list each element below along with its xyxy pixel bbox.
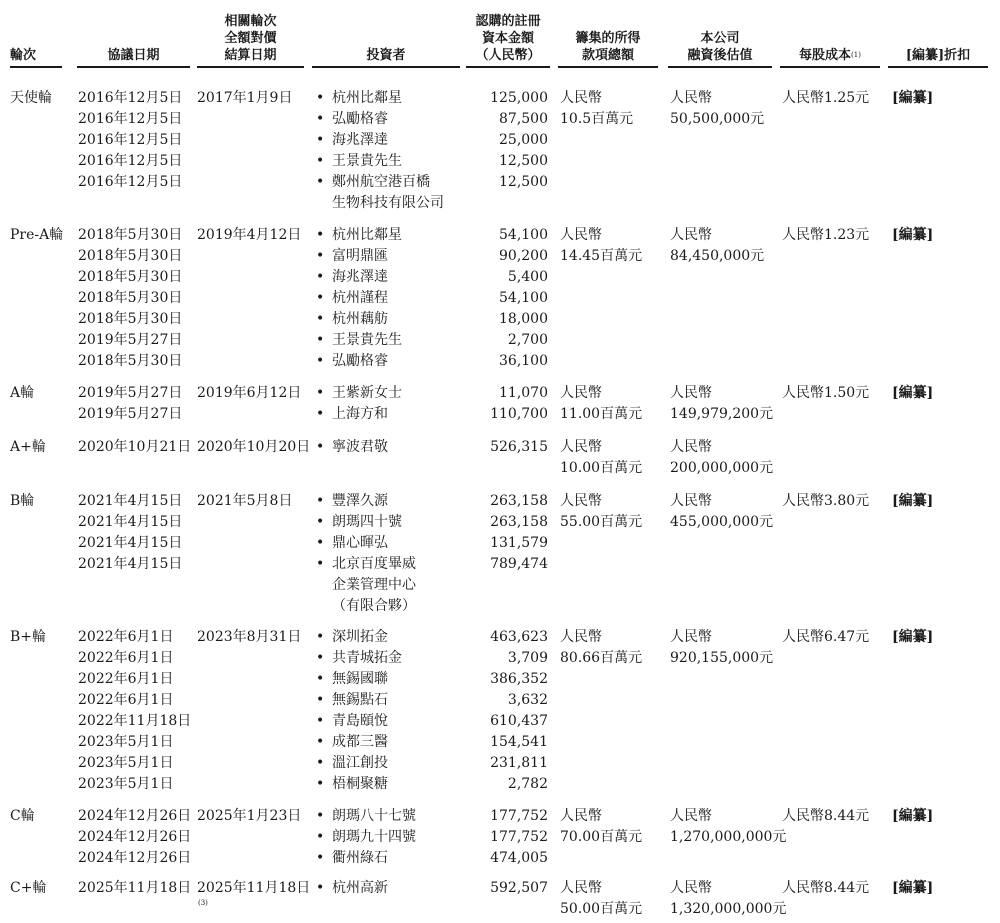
header-discount-label: [編纂]折扣 [905, 48, 971, 63]
investor-name: 杭州藕舫 [332, 311, 388, 327]
investor-name: 杭州高新 [332, 880, 388, 896]
round-name: A輪 [10, 385, 35, 401]
agreement-date: 2021年4月15日 [78, 556, 183, 572]
capital-amount: 87,500 [499, 111, 548, 127]
post-money-valuation: 人民幣 455,000,000元 [670, 493, 774, 530]
investor-item [316, 351, 402, 372]
bullet-icon: • [316, 692, 325, 708]
capital-amount-list [470, 88, 548, 214]
investor-name: 朗瑪九十四號 [332, 829, 416, 845]
investor-list [316, 627, 402, 795]
investor-item [316, 669, 402, 690]
investor-list [316, 88, 444, 214]
settlement-date [197, 437, 310, 458]
redacted-discount: [編纂] [892, 90, 934, 106]
redacted-discount: [編纂] [892, 629, 934, 645]
investor-item [316, 246, 402, 267]
bullet-icon: • [316, 755, 325, 771]
bullet-icon: • [316, 850, 325, 866]
post-money-valuation: 人民幣 84,450,000元 [670, 227, 765, 264]
agreement-date-list [78, 88, 182, 193]
cost-per-share: 人民幣8.44元 [782, 808, 870, 824]
header-capital-label: 認購的註冊 資本金額 （人民幣） [475, 14, 541, 63]
round-name: 天使輪 [10, 90, 52, 106]
agreement-date: 2019年5月27日 [78, 406, 183, 422]
capital-amount: 18,000 [499, 311, 548, 327]
investor-item [316, 827, 416, 848]
agreement-date: 2025年11月18日 [78, 880, 192, 896]
settlement-date [197, 491, 292, 512]
agreement-date: 2019年5月27日 [78, 385, 183, 401]
investor-name: 梧桐聚糖 [332, 776, 388, 792]
agreement-date: 2023年5月1日 [78, 755, 174, 771]
agreement-date: 2016年12月5日 [78, 174, 183, 190]
investor-name: 無錫國聯 [332, 671, 388, 687]
investor-item [316, 878, 388, 899]
capital-amount: 789,474 [490, 556, 548, 572]
agreement-date: 2022年11月18日 [78, 713, 192, 729]
capital-amount: 12,500 [499, 174, 548, 190]
investor-name: 鄭州航空港百橋 生物科技有限公司 [332, 174, 444, 211]
agreement-date: 2021年4月15日 [78, 514, 183, 530]
investor-name: 王景貴先生 [332, 153, 402, 169]
settlement-date-text: 2025年1月23日 [197, 808, 302, 824]
capital-amount: 125,000 [490, 90, 548, 106]
investor-item [316, 690, 402, 711]
capital-amount: 231,811 [490, 755, 548, 771]
investor-name: 無錫點石 [332, 692, 388, 708]
capital-amount: 54,100 [499, 227, 548, 243]
investor-list [316, 878, 388, 899]
settlement-date-text: 2020年10月20日 [197, 439, 311, 455]
agreement-date: 2024年12月26日 [78, 850, 192, 866]
investor-name: 豐澤久源 [332, 493, 388, 509]
investor-item [316, 437, 388, 458]
header-cost-text: 每股成本 [799, 48, 852, 63]
capital-amount: 474,005 [490, 850, 548, 866]
investor-list [316, 225, 402, 372]
settlement-date-text: 2017年1月9日 [197, 90, 293, 106]
settlement-date [197, 225, 301, 246]
capital-amount: 3,709 [507, 650, 548, 666]
investor-item [316, 491, 416, 512]
investor-item [316, 130, 444, 151]
bullet-icon: • [316, 385, 325, 401]
investor-name: 朗瑪八十七號 [332, 808, 416, 824]
agreement-date-list [78, 627, 191, 795]
settlement-date [197, 627, 301, 648]
round-name: A+輪 [10, 439, 46, 455]
capital-amount-list [470, 437, 548, 458]
header-settlement-date [197, 8, 304, 68]
investor-name: 深圳拓金 [332, 629, 388, 645]
investor-item [316, 806, 416, 827]
redacted-discount: [編纂] [892, 808, 934, 824]
capital-amount: 12,500 [499, 153, 548, 169]
post-money-valuation: 人民幣 1,320,000,000元 [670, 880, 787, 917]
agreement-date-list [78, 878, 191, 899]
investor-name: 富明鼎匯 [332, 248, 388, 264]
investor-item [316, 404, 402, 425]
investor-item [316, 172, 444, 214]
proceeds-total: 人民幣 80.66百萬元 [560, 629, 643, 666]
cost-per-share: 人民幣1.50元 [782, 385, 870, 401]
settlement-date-text: 2021年5月8日 [197, 493, 293, 509]
capital-amount-list [470, 878, 548, 899]
investor-name: 海兆澤達 [332, 132, 388, 148]
investor-name: 成都三醫 [332, 734, 388, 750]
agreement-date: 2020年10月21日 [78, 439, 192, 455]
investor-name: 海兆澤達 [332, 269, 388, 285]
investor-name: 王紫新女士 [332, 385, 402, 401]
bullet-icon: • [316, 111, 325, 127]
capital-amount: 11,070 [499, 385, 548, 401]
settlement-date [197, 878, 310, 899]
investor-name: 共青城拓金 [332, 650, 402, 666]
capital-amount: 463,623 [490, 629, 548, 645]
round-name: C輪 [10, 808, 35, 824]
header-proceeds [558, 8, 658, 68]
capital-amount: 386,352 [490, 671, 548, 687]
investor-name: 杭州比鄰星 [332, 90, 402, 106]
header-cost-note: (1) [851, 51, 861, 59]
settlement-date-text: 2019年6月12日 [197, 385, 302, 401]
investor-list [316, 491, 416, 617]
bullet-icon: • [316, 829, 325, 845]
agreement-date: 2018年5月30日 [78, 311, 183, 327]
agreement-date: 2021年4月15日 [78, 535, 183, 551]
proceeds-total: 人民幣 10.00百萬元 [560, 439, 643, 476]
bullet-icon: • [316, 153, 325, 169]
investor-item [316, 288, 402, 309]
bullet-icon: • [316, 514, 325, 530]
header-discount [888, 8, 988, 68]
agreement-date: 2022年6月1日 [78, 692, 174, 708]
agreement-date-list [78, 806, 191, 869]
agreement-date: 2024年12月26日 [78, 829, 192, 845]
investor-item [316, 512, 416, 533]
investor-name: 上海方和 [332, 406, 388, 422]
post-money-valuation: 人民幣 149,979,200元 [670, 385, 774, 422]
agreement-date: 2018年5月30日 [78, 248, 183, 264]
settlement-date-text: 2019年4月12日 [197, 227, 302, 243]
bullet-icon: • [316, 650, 325, 666]
agreement-date: 2022年6月1日 [78, 671, 174, 687]
header-agreement-date [77, 8, 190, 68]
settlement-footnote: (3) [198, 899, 208, 907]
investor-name: 杭州謹程 [332, 290, 388, 306]
bullet-icon: • [316, 493, 325, 509]
agreement-date-list [78, 437, 191, 458]
agreement-date: 2019年5月27日 [78, 332, 183, 348]
settlement-date-text: 2025年11月18日 [197, 880, 311, 896]
capital-amount: 25,000 [499, 132, 548, 148]
cost-per-share: 人民幣3.80元 [782, 493, 870, 509]
capital-amount: 90,200 [499, 248, 548, 264]
investor-name: 王景貴先生 [332, 332, 402, 348]
header-proceeds-label: 籌集的所得 款項總額 [575, 31, 641, 63]
agreement-date: 2016年12月5日 [78, 132, 183, 148]
header-investor-label: 投資者 [366, 48, 406, 63]
redacted-discount: [編纂] [892, 227, 934, 243]
post-money-valuation: 人民幣 1,270,000,000元 [670, 808, 787, 845]
capital-amount-list [470, 491, 548, 617]
investor-name: 朗瑪四十號 [332, 514, 402, 530]
bullet-icon: • [316, 132, 325, 148]
investor-name: 弘勵格睿 [332, 111, 388, 127]
agreement-date: 2022年6月1日 [78, 629, 174, 645]
cost-per-share: 人民幣8.44元 [782, 880, 870, 896]
investor-item [316, 330, 402, 351]
bullet-icon: • [316, 808, 325, 824]
investor-name: 杭州比鄰星 [332, 227, 402, 243]
investor-item [316, 383, 402, 404]
investor-item [316, 88, 444, 109]
cost-per-share: 人民幣6.47元 [782, 629, 870, 645]
header-round [10, 8, 62, 68]
investor-item [316, 267, 402, 288]
bullet-icon: • [316, 439, 325, 455]
investor-list [316, 383, 402, 425]
bullet-icon: • [316, 556, 325, 572]
investor-item [316, 533, 416, 554]
capital-amount-list [470, 627, 548, 795]
investor-item [316, 309, 402, 330]
capital-amount: 110,700 [490, 406, 548, 422]
redacted-discount: [編纂] [892, 880, 934, 896]
header-round-label: 輪次 [10, 48, 37, 63]
proceeds-total: 人民幣 55.00百萬元 [560, 493, 643, 530]
capital-amount: 2,782 [507, 776, 548, 792]
post-money-valuation: 人民幣 50,500,000元 [670, 90, 765, 127]
agreement-date: 2018年5月30日 [78, 269, 183, 285]
capital-amount-list [470, 383, 548, 425]
bullet-icon: • [316, 880, 325, 896]
proceeds-total: 人民幣 11.00百萬元 [560, 385, 643, 422]
agreement-date: 2022年6月1日 [78, 650, 174, 666]
agreement-date: 2023年5月1日 [78, 776, 174, 792]
capital-amount: 154,541 [490, 734, 548, 750]
bullet-icon: • [316, 671, 325, 687]
capital-amount: 5,400 [507, 269, 548, 285]
investor-item [316, 848, 416, 869]
investor-item [316, 627, 402, 648]
agreement-date: 2021年4月15日 [78, 493, 183, 509]
settlement-date [197, 88, 292, 109]
bullet-icon: • [316, 629, 325, 645]
investor-item [316, 774, 402, 795]
cost-per-share: 人民幣1.25元 [782, 90, 870, 106]
investor-item [316, 554, 416, 617]
settlement-date-text: 2023年8月31日 [197, 629, 302, 645]
agreement-date: 2023年5月1日 [78, 734, 174, 750]
redacted-discount: [編纂] [892, 385, 934, 401]
post-money-valuation: 人民幣 200,000,000元 [670, 439, 774, 476]
investor-name: 青島頤悅 [332, 713, 388, 729]
agreement-date: 2024年12月26日 [78, 808, 192, 824]
proceeds-total: 人民幣 10.5百萬元 [560, 90, 634, 127]
capital-amount: 263,158 [490, 493, 548, 509]
investor-list [316, 437, 388, 458]
capital-amount: 526,315 [490, 439, 548, 455]
investor-item [316, 753, 402, 774]
investor-name: 寧波君敬 [332, 439, 388, 455]
header-cost-label [799, 47, 861, 64]
capital-amount: 177,752 [490, 829, 548, 845]
capital-amount: 177,752 [490, 808, 548, 824]
capital-amount-list [470, 225, 548, 372]
bullet-icon: • [316, 311, 325, 327]
agreement-date: 2018年5月30日 [78, 353, 183, 369]
agreement-date-list [78, 225, 182, 372]
investor-list [316, 806, 416, 869]
header-investor [312, 8, 460, 68]
cost-per-share: 人民幣1.23元 [782, 227, 870, 243]
bullet-icon: • [316, 248, 325, 264]
investor-item [316, 109, 444, 130]
bullet-icon: • [316, 776, 325, 792]
header-cost [780, 8, 880, 68]
capital-amount: 131,579 [490, 535, 548, 551]
round-name: Pre-A輪 [10, 227, 64, 243]
investor-name: 北京百度畢威 企業管理中心 （有限合夥） [332, 556, 416, 614]
capital-amount: 610,437 [490, 713, 548, 729]
investor-name: 弘勵格睿 [332, 353, 388, 369]
bullet-icon: • [316, 90, 325, 106]
bullet-icon: • [316, 227, 325, 243]
capital-amount: 54,100 [499, 290, 548, 306]
proceeds-total: 人民幣 70.00百萬元 [560, 808, 643, 845]
bullet-icon: • [316, 734, 325, 750]
header-settlement-date-label: 相關輪次 全額對價 結算日期 [224, 14, 277, 63]
bullet-icon: • [316, 406, 325, 422]
round-name: B+輪 [10, 629, 47, 645]
capital-amount: 36,100 [499, 353, 548, 369]
round-name: C+輪 [10, 880, 47, 896]
capital-amount: 592,507 [490, 880, 548, 896]
bullet-icon: • [316, 174, 325, 190]
bullet-icon: • [316, 269, 325, 285]
bullet-icon: • [316, 332, 325, 348]
agreement-date: 2016年12月5日 [78, 111, 183, 127]
header-agreement-date-label: 協議日期 [107, 48, 160, 63]
agreement-date: 2016年12月5日 [78, 153, 183, 169]
settlement-date [197, 383, 301, 404]
round-name: B輪 [10, 493, 35, 509]
capital-amount: 2,700 [507, 332, 548, 348]
investor-item [316, 225, 402, 246]
investor-name: 衢州綠石 [332, 850, 388, 866]
agreement-date: 2016年12月5日 [78, 90, 183, 106]
bullet-icon: • [316, 535, 325, 551]
investor-item [316, 711, 402, 732]
agreement-date: 2018年5月30日 [78, 290, 183, 306]
capital-amount: 3,632 [507, 692, 548, 708]
header-capital [466, 8, 550, 68]
agreement-date-list [78, 383, 182, 425]
agreement-date: 2018年5月30日 [78, 227, 183, 243]
settlement-date [197, 806, 301, 827]
investor-name: 溫江創投 [332, 755, 388, 771]
redacted-discount: [編纂] [892, 493, 934, 509]
investor-item [316, 648, 402, 669]
investor-item [316, 151, 444, 172]
investor-name: 鼎心暉弘 [332, 535, 388, 551]
bullet-icon: • [316, 290, 325, 306]
capital-amount-list [470, 806, 548, 869]
header-valuation-label: 本公司 融資後估值 [687, 31, 753, 63]
bullet-icon: • [316, 713, 325, 729]
bullet-icon: • [316, 353, 325, 369]
capital-amount: 263,158 [490, 514, 548, 530]
investor-item [316, 732, 402, 753]
proceeds-total: 人民幣 14.45百萬元 [560, 227, 643, 264]
agreement-date-list [78, 491, 182, 575]
proceeds-total: 人民幣 50.00百萬元 [560, 880, 643, 917]
header-valuation [668, 8, 772, 68]
post-money-valuation: 人民幣 920,155,000元 [670, 629, 774, 666]
